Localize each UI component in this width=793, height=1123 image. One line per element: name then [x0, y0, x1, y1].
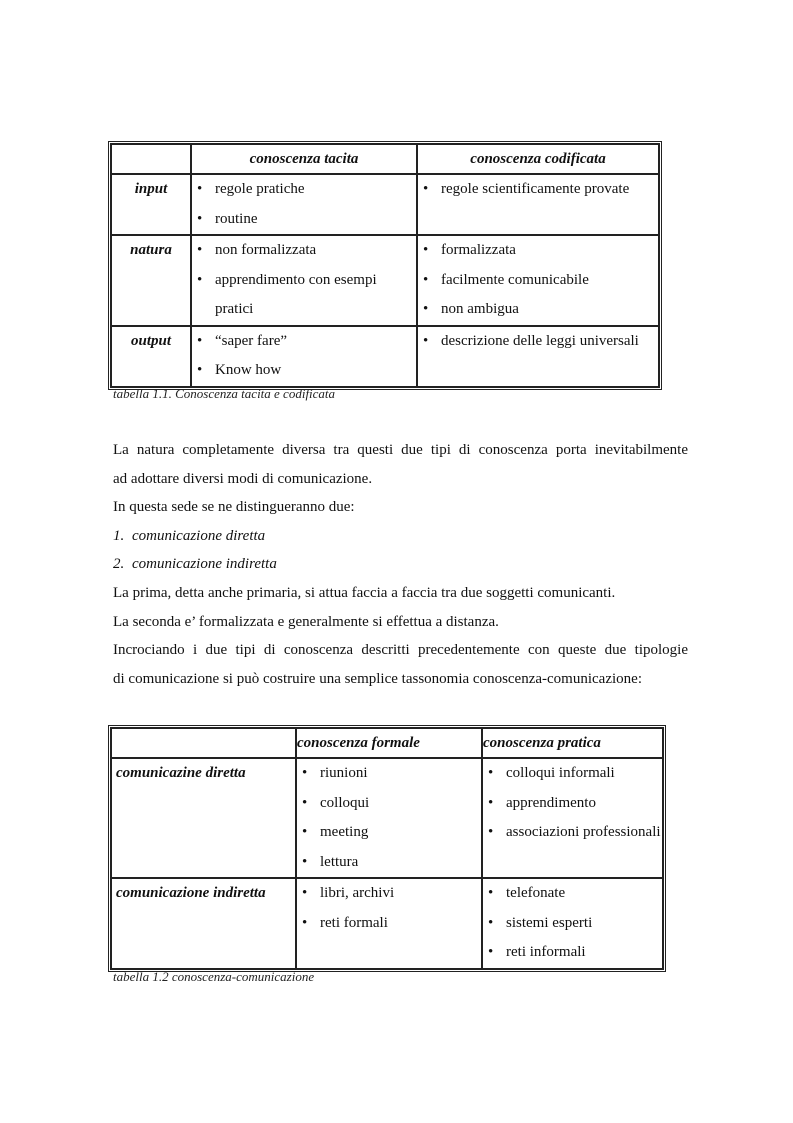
paragraph-line: ad adottare diversi modi di comunicazione.	[113, 470, 373, 487]
list-item: • facilmente comunicabile	[418, 266, 658, 296]
list-item: • colloqui informali	[483, 759, 662, 789]
list-item: • regole pratiche	[192, 175, 416, 205]
list-item: • associazioni professionali	[483, 818, 662, 848]
body-text	[113, 436, 688, 693]
item-number: 1.	[113, 527, 125, 544]
paragraph-line: La seconda e’ formalizzata e generalmente si effettua a distanza.	[113, 613, 499, 630]
table-header-row	[111, 144, 659, 174]
cell-tacita	[191, 235, 417, 326]
table-conoscenza-comunicazione	[108, 725, 666, 972]
cell-pratica	[482, 758, 663, 878]
cell-codificata	[417, 174, 659, 235]
list-item: • libri, archivi	[297, 879, 481, 909]
list-item: • apprendimento con esempi pratici	[192, 266, 416, 325]
paragraph-line: La prima, detta anche primaria, si attua faccia a faccia tra due soggetti comunicanti.	[113, 584, 616, 601]
table-row	[111, 758, 663, 878]
list-item: • reti informali	[483, 938, 662, 968]
list-item: • lettura	[297, 848, 481, 878]
cell-formale	[296, 758, 482, 878]
list-item: • reti formali	[297, 909, 481, 939]
list-item: • sistemi esperti	[483, 909, 662, 939]
numbered-item	[113, 550, 688, 579]
list-item: • meeting	[297, 818, 481, 848]
row-label-indiretta: comunicazione indiretta	[111, 878, 296, 969]
list-item: • routine	[192, 205, 416, 235]
list-item: • Know how	[192, 356, 416, 386]
paragraph-line: In questa sede se ne distingueranno due:	[113, 499, 355, 516]
list-item: • non formalizzata	[192, 236, 416, 266]
list-item: • colloqui	[297, 789, 481, 819]
table-header-empty	[111, 144, 191, 174]
list-item: • riunioni	[297, 759, 481, 789]
numbered-item	[113, 522, 688, 551]
paragraph-line: Incrociando i due tipi di conoscenza descritti precedentemente con queste due tipologie	[113, 642, 688, 659]
list-item: • formalizzata	[418, 236, 658, 266]
paragraph-line: di comunicazione si può costruire una semplice tassonomia conoscenza-comunicazione:	[113, 670, 642, 687]
table-conoscenza-tacita-codificata	[108, 141, 662, 390]
table-header-pratica: conoscenza pratica	[482, 728, 663, 758]
list-item: • “saper fare”	[192, 327, 416, 357]
cell-tacita	[191, 326, 417, 387]
table-header-tacita: conoscenza tacita	[191, 144, 417, 174]
row-label-input: input	[111, 174, 191, 235]
table-row	[111, 326, 659, 387]
item-text: comunicazione diretta	[132, 527, 266, 544]
table-header-empty	[111, 728, 296, 758]
row-label-natura: natura	[111, 235, 191, 326]
list-item: • regole scientificamente provate	[418, 175, 658, 205]
cell-formale	[296, 878, 482, 969]
cell-codificata	[417, 235, 659, 326]
item-text: comunicazione indiretta	[132, 556, 277, 573]
cell-tacita	[191, 174, 417, 235]
list-item: • apprendimento	[483, 789, 662, 819]
cell-pratica	[482, 878, 663, 969]
table-row	[111, 235, 659, 326]
row-label-output: output	[111, 326, 191, 387]
row-label-diretta: comunicazine diretta	[111, 758, 296, 878]
list-item: • non ambigua	[418, 295, 658, 325]
list-item: • telefonate	[483, 879, 662, 909]
table-row	[111, 878, 663, 969]
cell-codificata	[417, 326, 659, 387]
list-item: • descrizione delle leggi universali	[418, 327, 658, 357]
table-header-codificata: conoscenza codificata	[417, 144, 659, 174]
table-caption: tabella 1.2 conoscenza-comunicazione	[113, 969, 315, 984]
item-number: 2.	[113, 556, 125, 573]
table-row	[111, 174, 659, 235]
table-header-formale: conoscenza formale	[296, 728, 482, 758]
table-header-row	[111, 728, 663, 758]
table-caption: tabella 1.1. Conoscenza tacita e codificata	[113, 386, 336, 401]
paragraph-line: La natura completamente diversa tra questi due tipi di conoscenza porta inevitabilmente	[113, 442, 688, 458]
